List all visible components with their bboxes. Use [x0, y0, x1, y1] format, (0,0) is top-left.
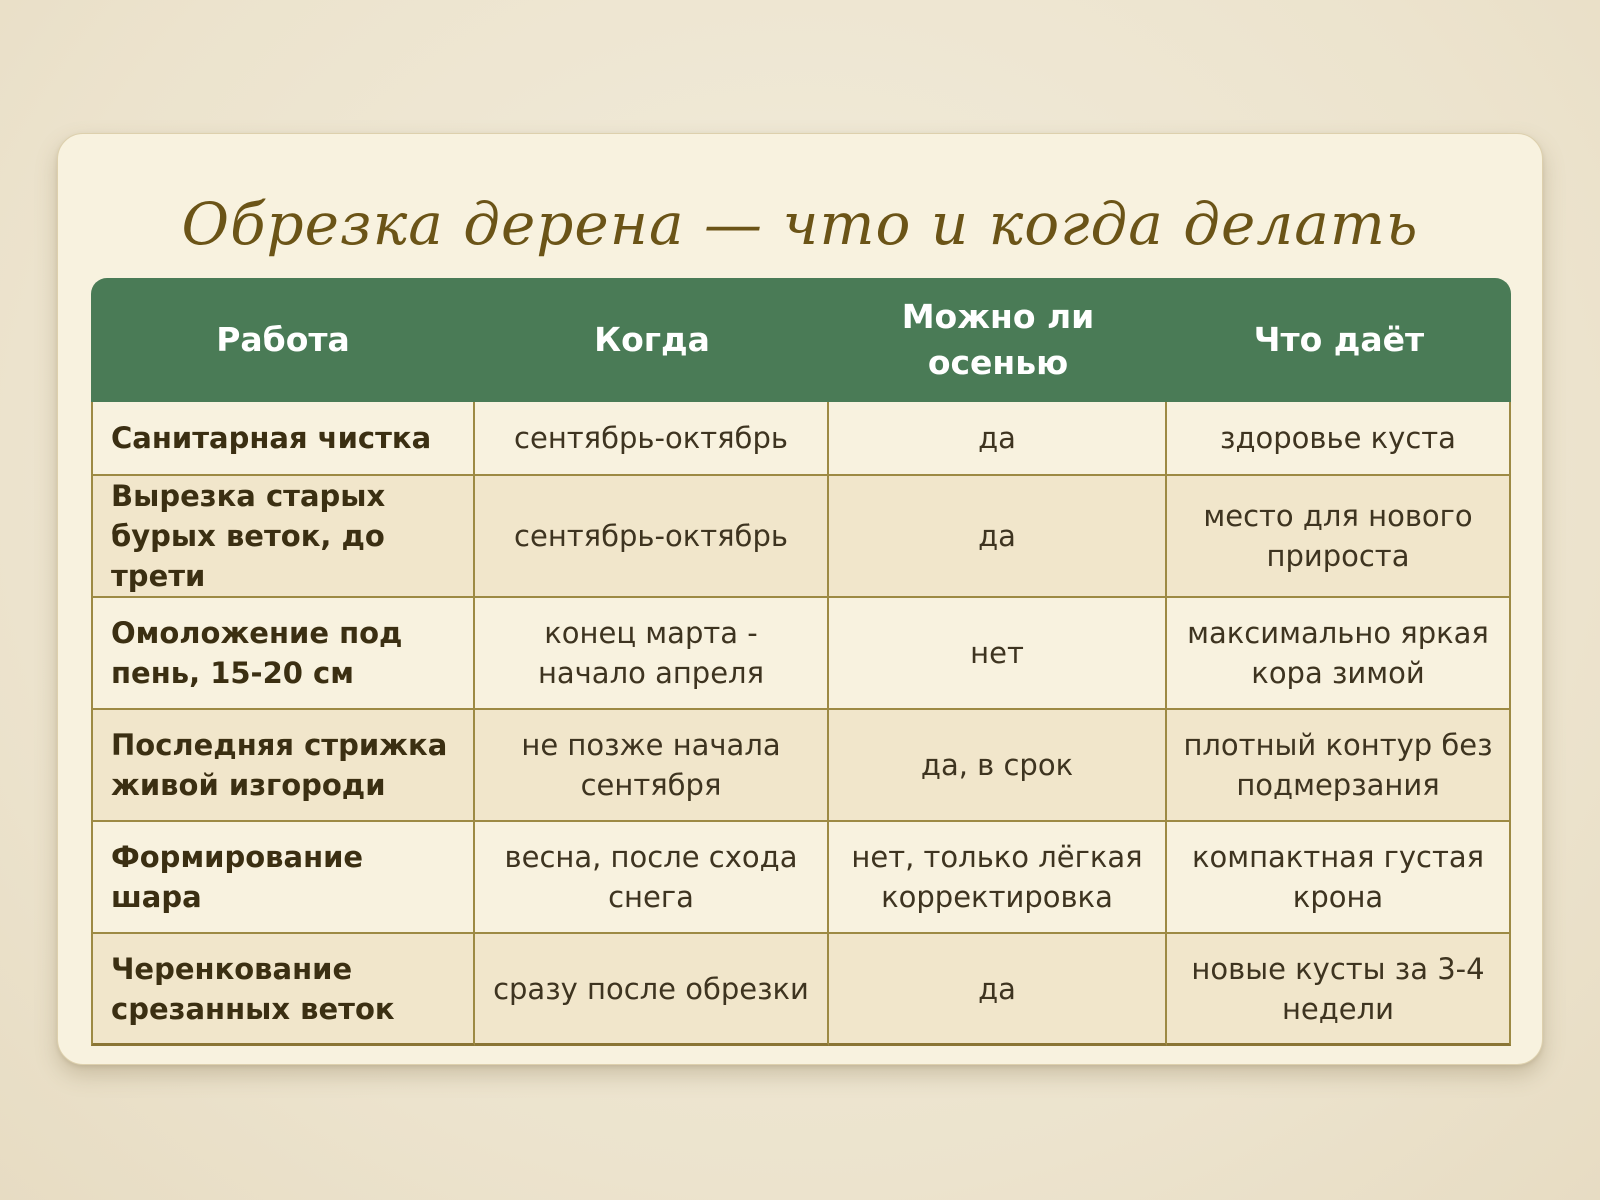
header-when: Когда: [475, 278, 829, 402]
cell-work: Омоложение под пень, 15-20 см: [91, 598, 475, 710]
cell-autumn: да, в срок: [829, 710, 1167, 822]
cell-result: здоровье куста: [1167, 402, 1511, 476]
cell-when: конец марта - начало апреля: [475, 598, 829, 710]
table-row: [91, 934, 1511, 1046]
cell-when: не позже начала сентября: [475, 710, 829, 822]
cell-autumn: нет: [829, 598, 1167, 710]
cell-when: весна, после схода снега: [475, 822, 829, 934]
cell-when: сразу после обрезки: [475, 934, 829, 1046]
cell-result: компактная густая крона: [1167, 822, 1511, 934]
header-result: Что даёт: [1167, 278, 1511, 402]
cell-when: сентябрь-октябрь: [475, 402, 829, 476]
header-row: [91, 278, 1511, 402]
cell-work: Последняя стрижка живой изгороди: [91, 710, 475, 822]
cell-work: Вырезка старых бурых веток, до трети: [91, 476, 475, 598]
cell-autumn: да: [829, 934, 1167, 1046]
cell-autumn: нет, только лёгкая корректировка: [829, 822, 1167, 934]
cell-result: максимально яркая кора зимой: [1167, 598, 1511, 710]
card: [57, 133, 1543, 1065]
cell-work: Формирование шара: [91, 822, 475, 934]
cell-result: новые кусты за 3-4 недели: [1167, 934, 1511, 1046]
table-row: [91, 710, 1511, 822]
cell-result: место для нового прироста: [1167, 476, 1511, 598]
cell-work: Санитарная чистка: [91, 402, 475, 476]
pruning-table: [91, 278, 1511, 1046]
cell-autumn: да: [829, 476, 1167, 598]
table-body: [91, 402, 1511, 1046]
cell-when: сентябрь-октябрь: [475, 476, 829, 598]
cell-result: плотный контур без подмерзания: [1167, 710, 1511, 822]
cell-work: Черенкование срезанных веток: [91, 934, 475, 1046]
page-title: Обрезка дерена — что и когда делать: [181, 190, 1419, 258]
table-row: [91, 822, 1511, 934]
table-row: [91, 476, 1511, 598]
table-header: [91, 278, 1511, 402]
cell-autumn: да: [829, 402, 1167, 476]
table-row: [91, 402, 1511, 476]
header-autumn: Можно ли осенью: [829, 278, 1167, 402]
table-row: [91, 598, 1511, 710]
header-work: Работа: [91, 278, 475, 402]
